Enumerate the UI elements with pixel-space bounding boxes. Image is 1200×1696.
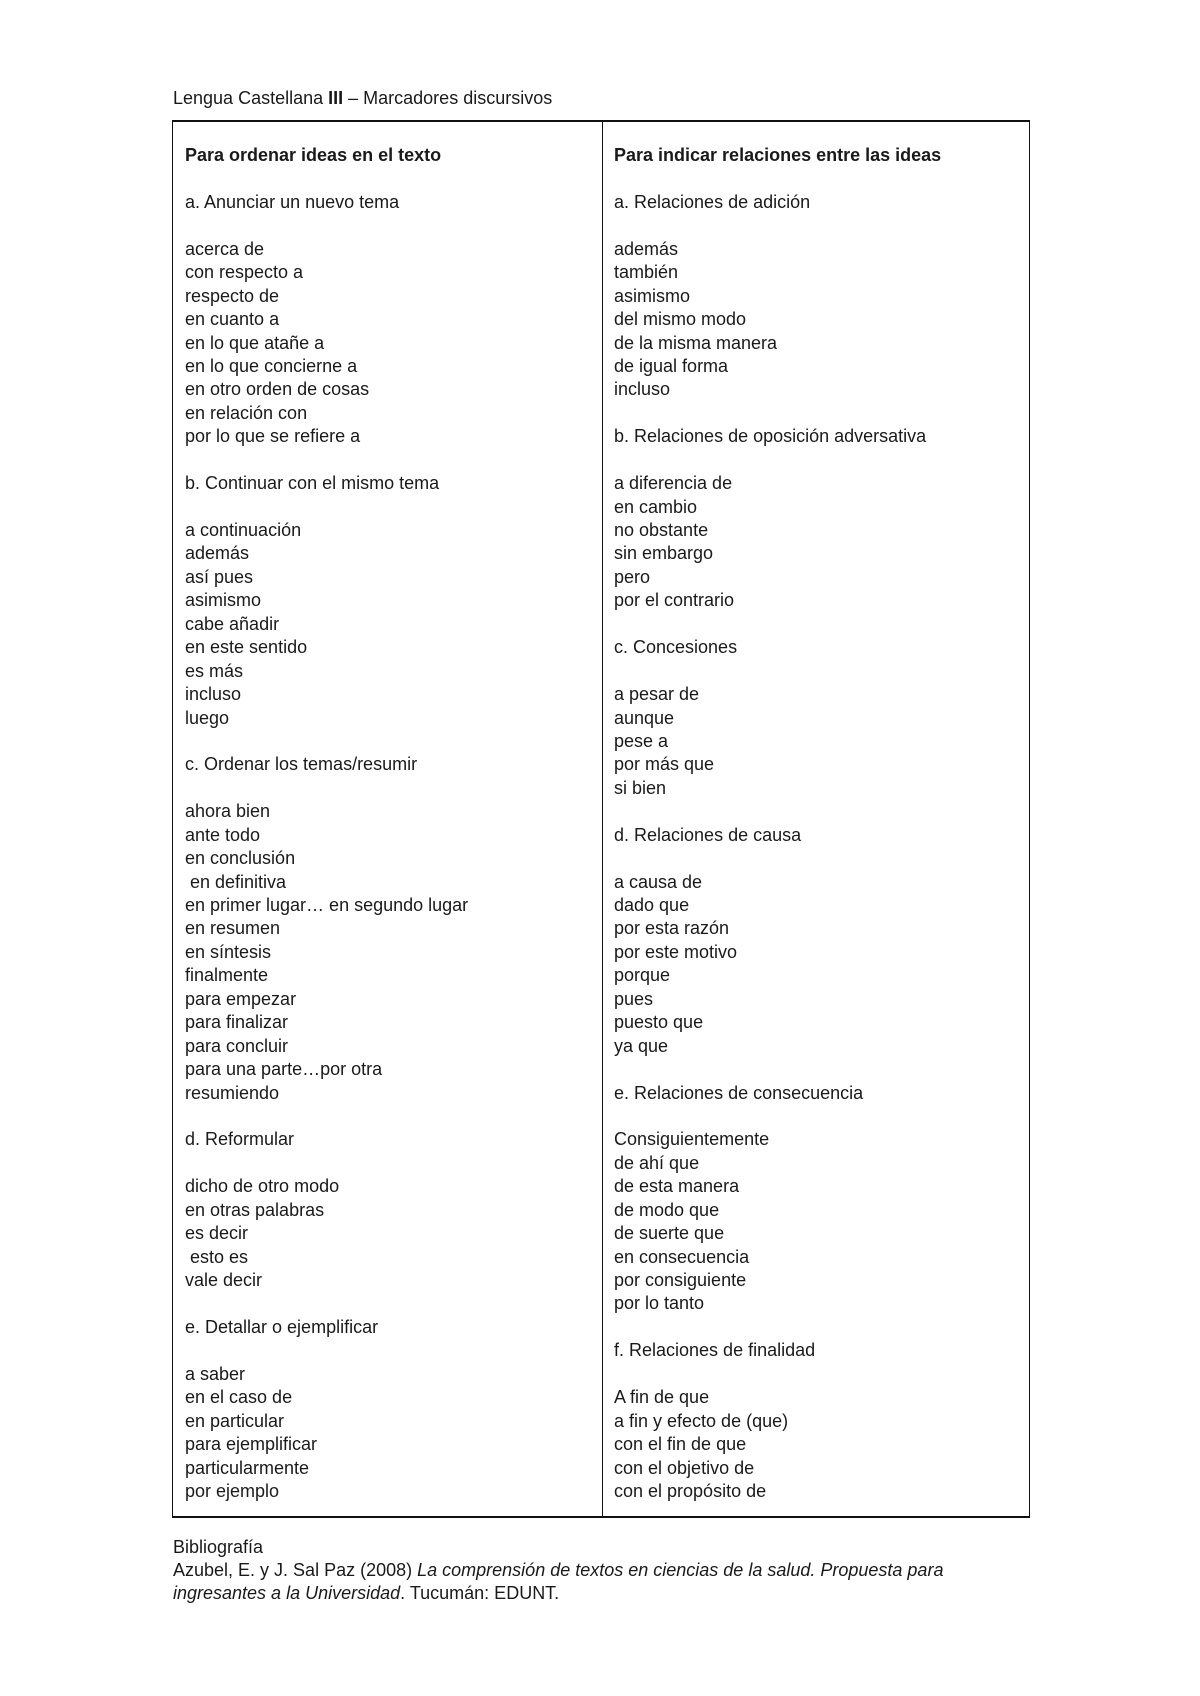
marker-item: luego xyxy=(185,707,230,728)
marker-item: porque xyxy=(614,965,671,986)
header-course-prefix: Lengua Castellana xyxy=(173,88,329,108)
marker-item: de ahí que xyxy=(614,1152,700,1173)
marker-item: incluso xyxy=(185,684,242,705)
marker-item: de la misma manera xyxy=(614,332,778,353)
marker-item: en cambio xyxy=(614,496,698,517)
section-title: e. Detallar o ejemplificar xyxy=(185,1316,379,1337)
section-title: f. Relaciones de finalidad xyxy=(614,1340,816,1361)
marker-item: esto es xyxy=(185,1246,249,1267)
marker-item: en otras palabras xyxy=(185,1199,325,1220)
right-sections xyxy=(614,167,1024,1503)
section-title: c. Concesiones xyxy=(614,637,738,658)
marker-item: de modo que xyxy=(614,1199,720,1220)
bibliography-authors: Azubel, E. y J. Sal Paz (2008) xyxy=(173,1560,418,1580)
marker-item: con respecto a xyxy=(185,262,304,283)
markers-table xyxy=(172,120,1030,1518)
right-column xyxy=(614,144,1024,1503)
marker-item: pese a xyxy=(614,730,669,751)
marker-item: vale decir xyxy=(185,1270,263,1291)
marker-item: para finalizar xyxy=(185,1012,289,1033)
marker-item: a diferencia de xyxy=(614,473,733,494)
marker-item: aunque xyxy=(614,707,675,728)
marker-item: en el caso de xyxy=(185,1387,293,1408)
marker-item: en lo que concierne a xyxy=(185,355,358,376)
marker-item: por el contrario xyxy=(614,590,735,611)
section-title: d. Relaciones de causa xyxy=(614,824,802,845)
marker-item: de igual forma xyxy=(614,355,729,376)
header-course-suffix: – Marcadores discursivos xyxy=(343,88,553,108)
column-divider xyxy=(602,122,603,1516)
marker-item: en lo que atañe a xyxy=(185,332,325,353)
marker-item: finalmente xyxy=(185,965,269,986)
marker-item: en este sentido xyxy=(185,637,308,658)
marker-item: en particular xyxy=(185,1410,285,1431)
marker-item: dicho de otro modo xyxy=(185,1176,340,1197)
marker-item: para una parte…por otra xyxy=(185,1059,383,1080)
marker-item: así pues xyxy=(185,566,254,587)
marker-item: en cuanto a xyxy=(185,309,280,330)
left-sections xyxy=(185,167,595,1503)
marker-item: en otro orden de cosas xyxy=(185,379,370,400)
marker-item: Consiguientemente xyxy=(614,1129,770,1150)
section-title: e. Relaciones de consecuencia xyxy=(614,1082,864,1103)
marker-item: a causa de xyxy=(614,871,703,892)
marker-item: para ejemplificar xyxy=(185,1434,318,1455)
marker-item: también xyxy=(614,262,679,283)
section-title: b. Relaciones de oposición adversativa xyxy=(614,426,927,447)
marker-item: acerca de xyxy=(185,238,265,259)
marker-item: en síntesis xyxy=(185,941,272,962)
marker-item: además xyxy=(614,238,679,259)
marker-item: del mismo modo xyxy=(614,309,747,330)
marker-item: para concluir xyxy=(185,1035,289,1056)
marker-item: a fin y efecto de (que) xyxy=(614,1410,789,1431)
marker-item: sin embargo xyxy=(614,543,714,564)
marker-item: por esta razón xyxy=(614,918,730,939)
marker-item: en relación con xyxy=(185,402,308,423)
marker-item: a saber xyxy=(185,1363,246,1384)
marker-item: de esta manera xyxy=(614,1176,740,1197)
marker-item: puesto que xyxy=(614,1012,704,1033)
marker-item: incluso xyxy=(614,379,671,400)
marker-item: en definitiva xyxy=(185,871,287,892)
marker-item: con el objetivo de xyxy=(614,1457,755,1478)
left-column xyxy=(185,144,595,1503)
marker-item: en resumen xyxy=(185,918,281,939)
right-column-heading: Para indicar relaciones entre las ideas xyxy=(614,145,942,165)
section-title: a. Anunciar un nuevo tema xyxy=(185,191,400,212)
section-title: d. Reformular xyxy=(185,1129,295,1150)
marker-item: A fin de que xyxy=(614,1387,710,1408)
marker-item: es más xyxy=(185,660,244,681)
marker-item: asimismo xyxy=(614,285,691,306)
page-header xyxy=(173,86,552,110)
marker-item: si bien xyxy=(614,777,667,798)
marker-item: respecto de xyxy=(185,285,280,306)
marker-item: en conclusión xyxy=(185,848,296,869)
marker-item: a pesar de xyxy=(614,684,700,705)
marker-item: en primer lugar… en segundo lugar xyxy=(185,895,469,916)
bibliography xyxy=(173,1536,1033,1605)
marker-item: pero xyxy=(614,566,651,587)
marker-item: ante todo xyxy=(185,824,261,845)
section-title: c. Ordenar los temas/resumir xyxy=(185,754,418,775)
marker-item: por ejemplo xyxy=(185,1480,280,1501)
marker-item: a continuación xyxy=(185,520,302,541)
section-title: b. Continuar con el mismo tema xyxy=(185,473,440,494)
left-column-heading: Para ordenar ideas en el texto xyxy=(185,145,442,165)
bibliography-publisher: . Tucumán: EDUNT. xyxy=(400,1583,560,1603)
marker-item: con el propósito de xyxy=(614,1480,767,1501)
marker-item: por más que xyxy=(614,754,715,775)
marker-item: por lo tanto xyxy=(614,1293,705,1314)
marker-item: dado que xyxy=(614,895,690,916)
header-course-level: III xyxy=(328,88,344,108)
marker-item: ahora bien xyxy=(185,801,271,822)
marker-item: para empezar xyxy=(185,988,297,1009)
marker-item: pues xyxy=(614,988,654,1009)
marker-item: cabe añadir xyxy=(185,613,280,634)
section-title: a. Relaciones de adición xyxy=(614,191,811,212)
marker-item: ya que xyxy=(614,1035,669,1056)
marker-item: es decir xyxy=(185,1223,249,1244)
marker-item: con el fin de que xyxy=(614,1434,747,1455)
marker-item: de suerte que xyxy=(614,1223,725,1244)
marker-item: por consiguiente xyxy=(614,1270,747,1291)
marker-item: en consecuencia xyxy=(614,1246,750,1267)
bibliography-reference xyxy=(173,1559,1033,1605)
bibliography-label: Bibliografía xyxy=(173,1537,264,1557)
marker-item: asimismo xyxy=(185,590,262,611)
marker-item: resumiendo xyxy=(185,1082,280,1103)
marker-item: por este motivo xyxy=(614,941,738,962)
marker-item: por lo que se refiere a xyxy=(185,426,361,447)
marker-item: no obstante xyxy=(614,520,709,541)
marker-item: particularmente xyxy=(185,1457,310,1478)
bibliography-title: La comprensión de textos en ciencias de la salud. Propuesta para ingresantes a la Universidad xyxy=(173,1560,944,1603)
marker-item: además xyxy=(185,543,250,564)
